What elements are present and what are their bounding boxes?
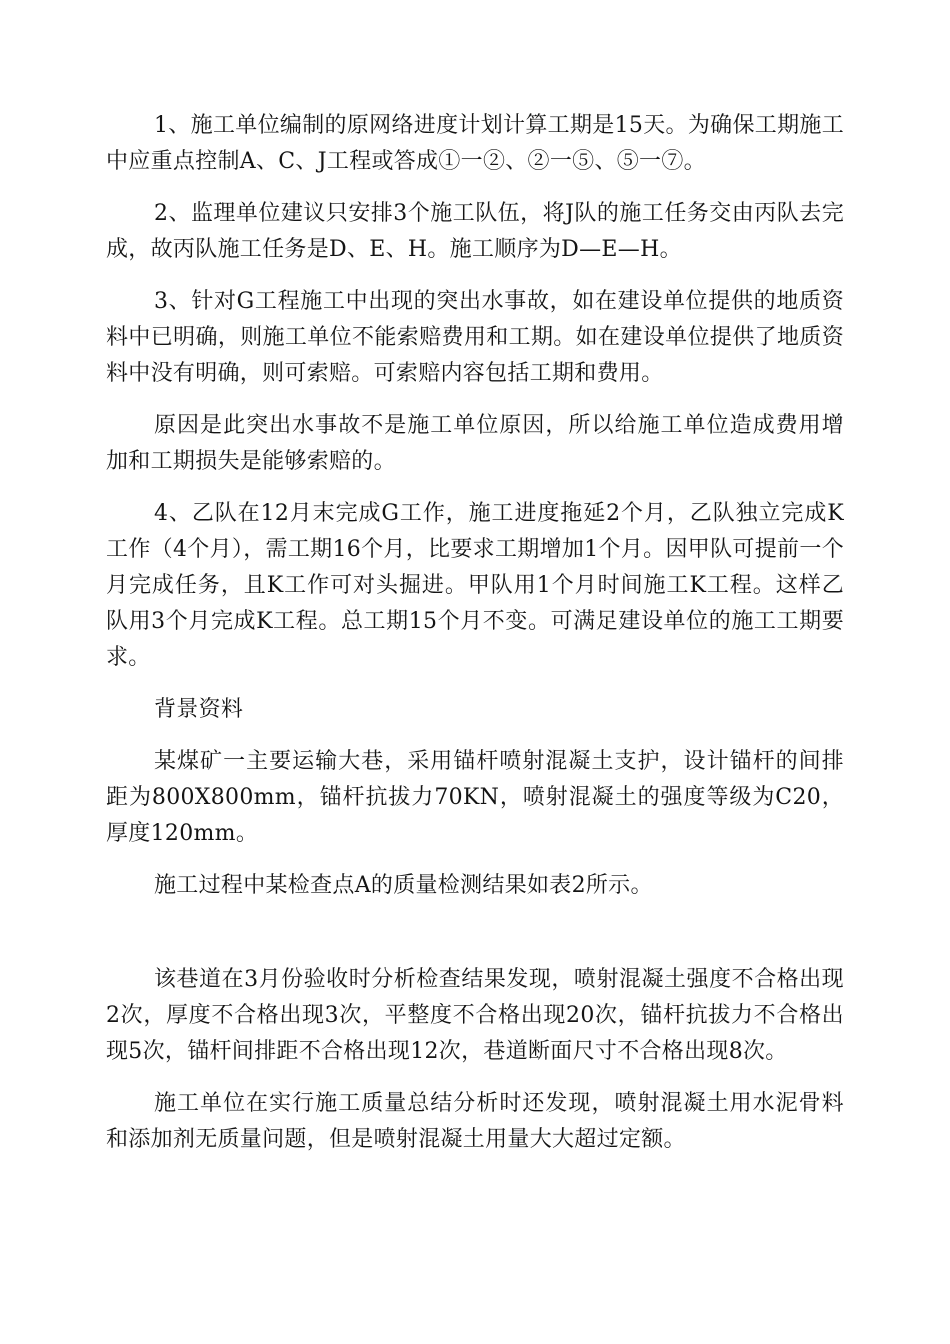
paragraph-spacer	[106, 728, 844, 744]
summary-paragraph: 施工单位在实行施工质量总结分析时还发现，喷射混凝土用水泥骨料和添加剂无质量问题，但是喷射混凝土用量大大超过定额。	[106, 1091, 844, 1152]
paragraph-spacer	[106, 676, 844, 692]
table-placeholder-gap	[106, 904, 844, 962]
inspection-paragraph: 施工过程中某检查点A的质量检测结果如表2所示。	[154, 873, 653, 898]
paragraph-spacer	[106, 268, 844, 284]
answer-paragraph-4: 4、乙队在12月末完成G工作，施工进度拖延2个月，乙队独立完成K工作（4个月），需工期16个月，比要求工期增加1个月。因甲队可提前一个月完成任务，且K工作可对头掘进。甲队用1个月时间施工K工程。这样乙队用3个月完成K工程。总工期15个月不变。可满足建设单位的施工工期要求。	[106, 501, 844, 670]
paragraph-spacer	[106, 1070, 844, 1086]
answer-paragraph-1: 1、施工单位编制的原网络进度计划计算工期是15天。为确保工期施工中应重点控制A、C、J工程或答成①一②、②一⑤、⑤一⑦。	[106, 113, 844, 174]
paragraph-spacer	[106, 852, 844, 868]
acceptance-paragraph: 该巷道在3月份验收时分析检查结果发现，喷射混凝土强度不合格出现2次，厚度不合格出现3次，平整度不合格出现20次，锚杆抗拔力不合格出现5次，锚杆间排距不合格出现12次，巷道断面尺寸不合格出现8次。	[106, 967, 844, 1064]
background-paragraph: 某煤矿一主要运输大巷，采用锚杆喷射混凝土支护，设计锚杆的间排距为800X800mm，锚杆抗拔力70KN，喷射混凝土的强度等级为C20，厚度120mm。	[106, 749, 844, 846]
paragraph-spacer	[106, 180, 844, 196]
document-body	[106, 108, 844, 1158]
answer-paragraph-3-reason: 原因是此突出水事故不是施工单位原因，所以给施工单位造成费用增加和工期损失是能够索赔的。	[106, 413, 844, 474]
answer-paragraph-2: 2、监理单位建议只安排3个施工队伍，将J队的施工任务交由丙队去完成，故丙队施工任务是D、E、H。施工顺序为D—E—H。	[106, 201, 844, 262]
section-heading: 背景资料	[154, 697, 244, 722]
paragraph-spacer	[106, 480, 844, 496]
paragraph-spacer	[106, 392, 844, 408]
answer-paragraph-3: 3、针对G工程施工中出现的突出水事故，如在建设单位提供的地质资料中已明确，则施工单位不能索赔费用和工期。如在建设单位提供了地质资料中没有明确，则可索赔。可索赔内容包括工期和费用。	[106, 289, 844, 386]
